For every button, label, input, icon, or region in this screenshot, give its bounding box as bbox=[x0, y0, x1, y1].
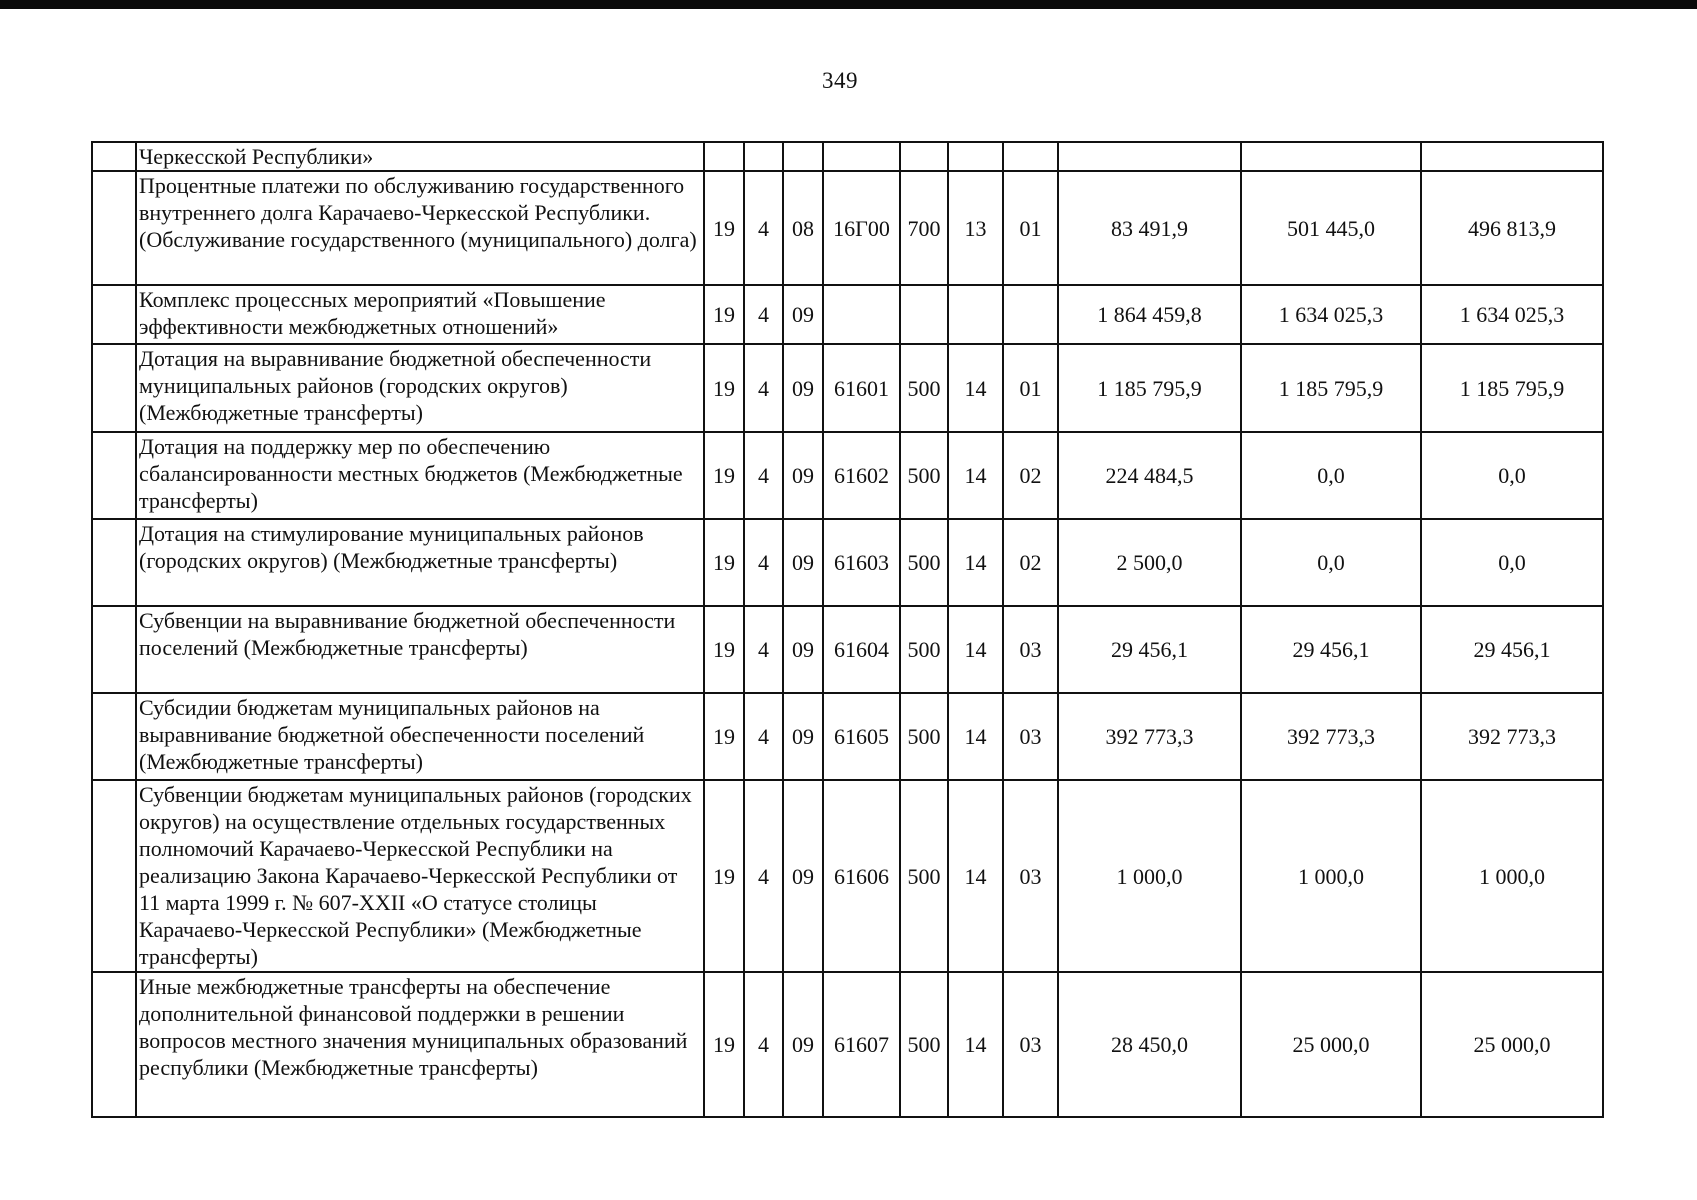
row-name: Иные межбюджетные трансферты на обеспечение дополнительной финансовой поддержки в решении вопросов местного значения муниципальных образований республики (Межбюджетные трансферты) bbox=[136, 972, 704, 1117]
row-name: Субсидии бюджетам муниципальных районов на выравнивание бюджетной обеспеченности поселений (Межбюджетные трансферты) bbox=[136, 693, 704, 780]
table-row bbox=[92, 285, 1603, 344]
program-code: 09 bbox=[783, 344, 823, 432]
target-code: 61601 bbox=[823, 344, 900, 432]
table-row bbox=[92, 972, 1603, 1117]
row-index-cell bbox=[92, 432, 136, 519]
subarticle-code: 02 bbox=[1003, 519, 1058, 606]
target-code: 61602 bbox=[823, 432, 900, 519]
row-index-cell bbox=[92, 519, 136, 606]
amount-year-3: 392 773,3 bbox=[1421, 693, 1603, 780]
subarticle-code bbox=[1003, 285, 1058, 344]
amount-year-3: 1 634 025,3 bbox=[1421, 285, 1603, 344]
row-name: Комплекс процессных мероприятий «Повышение эффективности межбюджетных отношений» bbox=[136, 285, 704, 344]
code-cell bbox=[900, 142, 948, 171]
row-name: Дотация на стимулирование муниципальных районов (городских округов) (Межбюджетные трансферты) bbox=[136, 519, 704, 606]
subarticle-code: 01 bbox=[1003, 344, 1058, 432]
section-code: 19 bbox=[704, 606, 744, 693]
program-code: 09 bbox=[783, 693, 823, 780]
subsection-code: 4 bbox=[744, 285, 783, 344]
row-name: Субвенции бюджетам муниципальных районов (городских округов) на осуществление отдельных государственных полномочий Карачаево-Черкесской Республики на реализацию Закона Карачаево-Черкесской Республики от 11 марта 1999 г. № 607-XXII «О статусе столицы Карачаево-Черкесской Республики» (Межбюджетные трансферты) bbox=[136, 780, 704, 972]
row-index-cell bbox=[92, 285, 136, 344]
expense-type-code: 500 bbox=[900, 693, 948, 780]
target-code: 16Г00 bbox=[823, 171, 900, 285]
amount-year-2: 392 773,3 bbox=[1241, 693, 1421, 780]
code-cell bbox=[744, 142, 783, 171]
table-row bbox=[92, 432, 1603, 519]
article-code: 14 bbox=[948, 606, 1003, 693]
code-cell bbox=[704, 142, 744, 171]
table-row bbox=[92, 519, 1603, 606]
row-index-cell bbox=[92, 606, 136, 693]
article-code: 13 bbox=[948, 171, 1003, 285]
amount-year-3: 25 000,0 bbox=[1421, 972, 1603, 1117]
row-index-cell bbox=[92, 780, 136, 972]
amount-year-2: 501 445,0 bbox=[1241, 171, 1421, 285]
subsection-code: 4 bbox=[744, 693, 783, 780]
program-code: 08 bbox=[783, 171, 823, 285]
article-code: 14 bbox=[948, 519, 1003, 606]
amount-year-1: 224 484,5 bbox=[1058, 432, 1241, 519]
subarticle-code: 03 bbox=[1003, 972, 1058, 1117]
amount-year-3: 1 000,0 bbox=[1421, 780, 1603, 972]
section-code: 19 bbox=[704, 519, 744, 606]
scan-top-edge bbox=[0, 0, 1697, 9]
code-cell bbox=[783, 142, 823, 171]
expense-type-code: 500 bbox=[900, 344, 948, 432]
subsection-code: 4 bbox=[744, 171, 783, 285]
section-code: 19 bbox=[704, 693, 744, 780]
subarticle-code: 01 bbox=[1003, 171, 1058, 285]
subsection-code: 4 bbox=[744, 519, 783, 606]
expense-type-code: 700 bbox=[900, 171, 948, 285]
expense-type-code: 500 bbox=[900, 432, 948, 519]
amount-cell bbox=[1241, 142, 1421, 171]
row-index-cell bbox=[92, 972, 136, 1117]
target-code bbox=[823, 285, 900, 344]
amount-year-2: 1 634 025,3 bbox=[1241, 285, 1421, 344]
article-code: 14 bbox=[948, 432, 1003, 519]
table-row-continued bbox=[92, 142, 1603, 171]
amount-year-3: 0,0 bbox=[1421, 519, 1603, 606]
target-code: 61604 bbox=[823, 606, 900, 693]
target-code: 61603 bbox=[823, 519, 900, 606]
program-code: 09 bbox=[783, 519, 823, 606]
section-code: 19 bbox=[704, 344, 744, 432]
section-code: 19 bbox=[704, 285, 744, 344]
amount-year-2: 0,0 bbox=[1241, 519, 1421, 606]
amount-year-3: 0,0 bbox=[1421, 432, 1603, 519]
section-code: 19 bbox=[704, 171, 744, 285]
amount-year-1: 2 500,0 bbox=[1058, 519, 1241, 606]
amount-year-1: 29 456,1 bbox=[1058, 606, 1241, 693]
amount-year-2: 0,0 bbox=[1241, 432, 1421, 519]
target-code: 61607 bbox=[823, 972, 900, 1117]
table-row bbox=[92, 780, 1603, 972]
amount-year-1: 392 773,3 bbox=[1058, 693, 1241, 780]
row-name: Процентные платежи по обслуживанию государственного внутреннего долга Карачаево-Черкесской Республики. (Обслуживание государственного (муниципального) долга) bbox=[136, 171, 704, 285]
article-code: 14 bbox=[948, 972, 1003, 1117]
target-code: 61606 bbox=[823, 780, 900, 972]
amount-year-1: 1 185 795,9 bbox=[1058, 344, 1241, 432]
subsection-code: 4 bbox=[744, 780, 783, 972]
table-row bbox=[92, 693, 1603, 780]
amount-year-3: 29 456,1 bbox=[1421, 606, 1603, 693]
program-code: 09 bbox=[783, 972, 823, 1117]
article-code: 14 bbox=[948, 693, 1003, 780]
subarticle-code: 03 bbox=[1003, 780, 1058, 972]
subsection-code: 4 bbox=[744, 432, 783, 519]
target-code: 61605 bbox=[823, 693, 900, 780]
expense-type-code: 500 bbox=[900, 972, 948, 1117]
subsection-code: 4 bbox=[744, 344, 783, 432]
article-code: 14 bbox=[948, 780, 1003, 972]
amount-year-3: 1 185 795,9 bbox=[1421, 344, 1603, 432]
row-index-cell bbox=[92, 344, 136, 432]
section-code: 19 bbox=[704, 972, 744, 1117]
program-code: 09 bbox=[783, 606, 823, 693]
row-index-cell bbox=[92, 142, 136, 171]
table-row bbox=[92, 606, 1603, 693]
subarticle-code: 02 bbox=[1003, 432, 1058, 519]
budget-table bbox=[91, 141, 1604, 1118]
amount-year-2: 1 000,0 bbox=[1241, 780, 1421, 972]
row-name: Субвенции на выравнивание бюджетной обеспеченности поселений (Межбюджетные трансферты) bbox=[136, 606, 704, 693]
expense-type-code: 500 bbox=[900, 606, 948, 693]
row-index-cell bbox=[92, 171, 136, 285]
expense-type-code: 500 bbox=[900, 780, 948, 972]
amount-cell bbox=[1058, 142, 1241, 171]
subsection-code: 4 bbox=[744, 972, 783, 1117]
amount-year-2: 29 456,1 bbox=[1241, 606, 1421, 693]
code-cell bbox=[1003, 142, 1058, 171]
amount-year-1: 83 491,9 bbox=[1058, 171, 1241, 285]
article-code bbox=[948, 285, 1003, 344]
section-code: 19 bbox=[704, 780, 744, 972]
subsection-code: 4 bbox=[744, 606, 783, 693]
code-cell bbox=[823, 142, 900, 171]
code-cell bbox=[948, 142, 1003, 171]
row-name: Черкесской Республики» bbox=[136, 142, 704, 171]
amount-year-2: 25 000,0 bbox=[1241, 972, 1421, 1117]
expense-type-code bbox=[900, 285, 948, 344]
program-code: 09 bbox=[783, 780, 823, 972]
program-code: 09 bbox=[783, 432, 823, 519]
amount-year-3: 496 813,9 bbox=[1421, 171, 1603, 285]
subarticle-code: 03 bbox=[1003, 606, 1058, 693]
table-row bbox=[92, 344, 1603, 432]
section-code: 19 bbox=[704, 432, 744, 519]
program-code: 09 bbox=[783, 285, 823, 344]
amount-year-2: 1 185 795,9 bbox=[1241, 344, 1421, 432]
amount-cell bbox=[1421, 142, 1603, 171]
table-row bbox=[92, 171, 1603, 285]
row-name: Дотация на поддержку мер по обеспечению сбалансированности местных бюджетов (Межбюджетные трансферты) bbox=[136, 432, 704, 519]
amount-year-1: 1 864 459,8 bbox=[1058, 285, 1241, 344]
expense-type-code: 500 bbox=[900, 519, 948, 606]
amount-year-1: 28 450,0 bbox=[1058, 972, 1241, 1117]
row-index-cell bbox=[92, 693, 136, 780]
page-number: 349 bbox=[822, 68, 858, 93]
subarticle-code: 03 bbox=[1003, 693, 1058, 780]
article-code: 14 bbox=[948, 344, 1003, 432]
row-name: Дотация на выравнивание бюджетной обеспеченности муниципальных районов (городских округов) (Межбюджетные трансферты) bbox=[136, 344, 704, 432]
amount-year-1: 1 000,0 bbox=[1058, 780, 1241, 972]
